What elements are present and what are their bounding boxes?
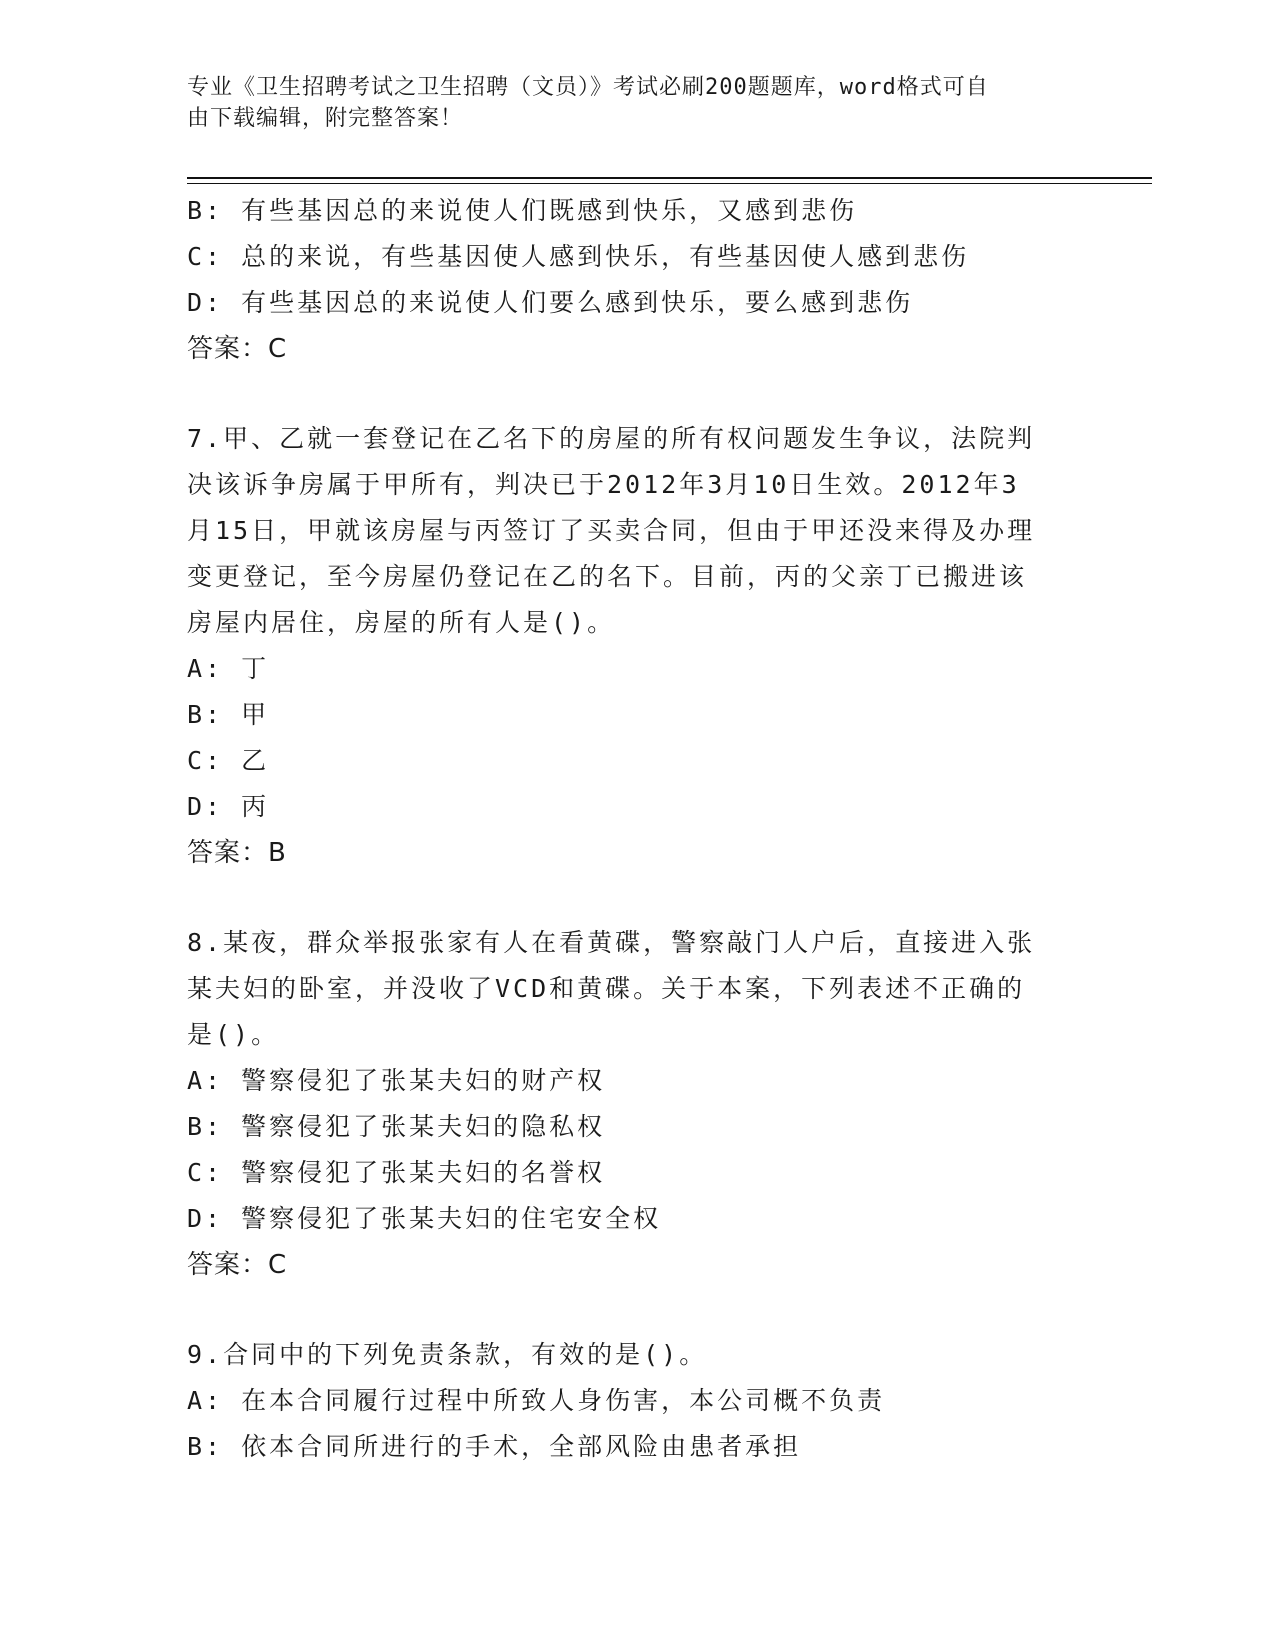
option-b: B: 警察侵犯了张某夫妇的隐私权 [187, 1112, 606, 1141]
question-stem-line: 8.某夜，群众举报张家有人在看黄碟，警察敲门人户后，直接进入张 [187, 928, 1036, 957]
answer: 答案：C [187, 1250, 288, 1280]
option-b: B: 依本合同所进行的手术，全部风险由患者承担 [187, 1432, 802, 1461]
answer: 答案：B [187, 838, 287, 868]
option-a: A: 在本合同履行过程中所致人身伤害，本公司概不负责 [187, 1386, 886, 1415]
header-line-1: 专业《卫生招聘考试之卫生招聘（文员）》考试必刷200题题库，word格式可自 [187, 75, 989, 100]
header-line-2: 由下载编辑，附完整答案！ [187, 106, 464, 131]
document-header [187, 72, 1067, 134]
question-stem-line: 7.甲、乙就一套登记在乙名下的房屋的所有权问题发生争议，法院判 [187, 424, 1036, 453]
question-stem-line: 月15日，甲就该房屋与丙签订了买卖合同，但由于甲还没来得及办理 [187, 516, 1036, 545]
option-c: C: 乙 [187, 746, 270, 775]
question-stem-line: 某夫妇的卧室，并没收了VCD和黄碟。关于本案，下列表述不正确的 [187, 974, 1026, 1003]
question-6 [187, 188, 1067, 372]
question-stem-line: 决该诉争房属于甲所有，判决已于2012年3月10日生效。2012年3 [187, 470, 1020, 499]
answer: 答案：C [187, 334, 288, 364]
option-d: D: 警察侵犯了张某夫妇的住宅安全权 [187, 1204, 662, 1233]
question-8 [187, 920, 1067, 1288]
option-a: A: 丁 [187, 654, 270, 683]
question-stem-line: 变更登记，至今房屋仍登记在乙的名下。目前，丙的父亲丁已搬进该 [187, 562, 1028, 591]
question-7 [187, 416, 1067, 876]
option-b: B: 甲 [187, 700, 270, 729]
option-c: C: 警察侵犯了张某夫妇的名誉权 [187, 1158, 606, 1187]
question-stem-line: 是()。 [187, 1020, 280, 1049]
option-a: A: 警察侵犯了张某夫妇的财产权 [187, 1066, 606, 1095]
option-c: C: 总的来说，有些基因使人感到快乐，有些基因使人感到悲伤 [187, 242, 970, 271]
option-b: B: 有些基因总的来说使人们既感到快乐，又感到悲伤 [187, 196, 858, 225]
question-stem-line: 房屋内居住，房屋的所有人是()。 [187, 608, 616, 637]
header-divider-thin [187, 183, 1152, 184]
option-d: D: 丙 [187, 792, 270, 821]
question-9 [187, 1332, 1067, 1470]
header-divider-thick [187, 177, 1152, 179]
question-list [187, 188, 1067, 1470]
option-d: D: 有些基因总的来说使人们要么感到快乐，要么感到悲伤 [187, 288, 914, 317]
question-stem-line: 9.合同中的下列免责条款，有效的是()。 [187, 1340, 708, 1369]
